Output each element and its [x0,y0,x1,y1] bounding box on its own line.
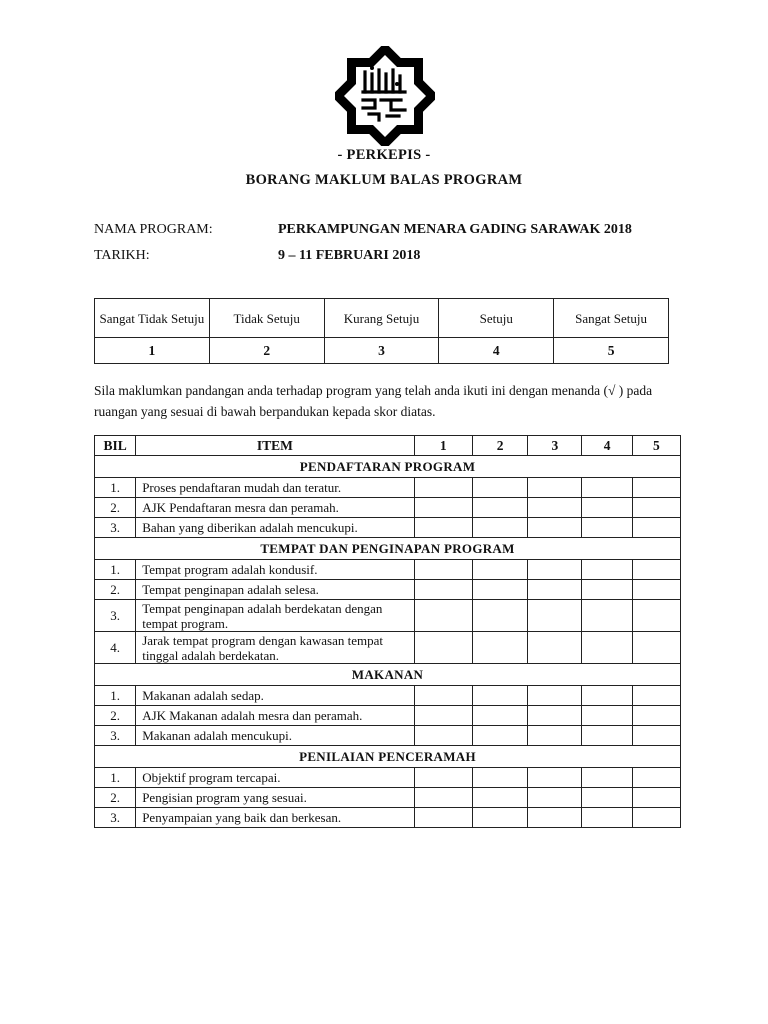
date-label: TARIKH: [94,248,150,263]
rating-cell-5[interactable] [632,560,680,580]
row-item: Pengisian program yang sesuai. [136,788,414,808]
rating-cell-4[interactable] [582,788,632,808]
section-header [95,456,681,478]
row-number: 1. [95,686,136,706]
row-item: Tempat penginapan adalah berdekatan dengan tempat program. [136,600,414,632]
rating-cell-5[interactable] [632,632,680,664]
table-row [95,808,681,828]
table-row [95,726,681,746]
organization-name: - PERKEPIS - [337,147,431,163]
scale-label: Kurang Setuju [324,299,439,338]
rating-cell-2[interactable] [472,580,527,600]
row-item: Tempat program adalah kondusif. [136,560,414,580]
scale-value: 4 [439,338,554,364]
rating-cell-3[interactable] [528,600,582,632]
section-title: PENDAFTARAN PROGRAM [95,456,681,478]
rating-cell-1[interactable] [414,726,472,746]
row-item: AJK Pendaftaran mesra dan peramah. [136,498,414,518]
header-score-4: 4 [582,436,632,456]
table-row [95,686,681,706]
row-number: 2. [95,706,136,726]
rating-cell-3[interactable] [528,478,582,498]
row-number: 4. [95,632,136,664]
rating-cell-3[interactable] [528,498,582,518]
rating-cell-2[interactable] [472,768,527,788]
rating-cell-4[interactable] [582,498,632,518]
rating-cell-2[interactable] [472,518,527,538]
rating-cell-3[interactable] [528,632,582,664]
program-name-label: NAMA PROGRAM: [94,222,213,237]
rating-cell-1[interactable] [414,706,472,726]
row-item: AJK Makanan adalah mesra dan peramah. [136,706,414,726]
rating-cell-3[interactable] [528,580,582,600]
row-item: Tempat penginapan adalah selesa. [136,580,414,600]
table-row [95,768,681,788]
scale-label-row [95,299,669,338]
row-number: 1. [95,478,136,498]
rating-cell-4[interactable] [582,518,632,538]
rating-scale-table [94,298,669,364]
date-value: 9 – 11 FEBRUARI 2018 [278,248,421,263]
rating-cell-2[interactable] [472,600,527,632]
rating-cell-5[interactable] [632,518,680,538]
header-score-3: 3 [528,436,582,456]
row-number: 3. [95,600,136,632]
rating-cell-1[interactable] [414,498,472,518]
program-name-value: PERKAMPUNGAN MENARA GADING SARAWAK 2018 [278,222,632,237]
row-number: 3. [95,518,136,538]
rating-cell-1[interactable] [414,560,472,580]
scale-label: Sangat Tidak Setuju [95,299,210,338]
rating-cell-5[interactable] [632,686,680,706]
row-item: Makanan adalah mencukupi. [136,726,414,746]
rating-cell-2[interactable] [472,808,527,828]
table-row [95,478,681,498]
rating-cell-2[interactable] [472,478,527,498]
scale-value: 5 [554,338,669,364]
rating-cell-5[interactable] [632,808,680,828]
row-number: 2. [95,498,136,518]
rating-cell-5[interactable] [632,498,680,518]
section-title: TEMPAT DAN PENGINAPAN PROGRAM [95,538,681,560]
row-number: 3. [95,726,136,746]
row-item: Penyampaian yang baik dan berkesan. [136,808,414,828]
section-header [95,538,681,560]
rating-cell-5[interactable] [632,788,680,808]
rating-cell-3[interactable] [528,788,582,808]
row-item: Proses pendaftaran mudah dan teratur. [136,478,414,498]
rating-cell-5[interactable] [632,580,680,600]
scale-value: 1 [95,338,210,364]
section-title: MAKANAN [95,664,681,686]
table-row [95,518,681,538]
scale-label: Sangat Setuju [554,299,669,338]
rating-cell-5[interactable] [632,706,680,726]
rating-cell-4[interactable] [582,726,632,746]
rating-cell-1[interactable] [414,580,472,600]
rating-cell-5[interactable] [632,726,680,746]
rating-cell-2[interactable] [472,686,527,706]
rating-cell-5[interactable] [632,478,680,498]
scale-value: 3 [324,338,439,364]
header-score-1: 1 [414,436,472,456]
rating-cell-3[interactable] [528,518,582,538]
section-header [95,664,681,686]
rating-cell-4[interactable] [582,808,632,828]
rating-cell-1[interactable] [414,686,472,706]
rating-cell-3[interactable] [528,808,582,828]
rating-cell-1[interactable] [414,632,472,664]
rating-cell-2[interactable] [472,726,527,746]
table-row [95,580,681,600]
rating-cell-4[interactable] [582,686,632,706]
form-title: BORANG MAKLUM BALAS PROGRAM [245,172,523,188]
rating-cell-4[interactable] [582,600,632,632]
table-row [95,706,681,726]
section-title: PENILAIAN PENCERAMAH [95,746,681,768]
rating-cell-2[interactable] [472,788,527,808]
table-row [95,498,681,518]
row-number: 1. [95,560,136,580]
rating-cell-5[interactable] [632,768,680,788]
rating-cell-1[interactable] [414,788,472,808]
rating-cell-3[interactable] [528,726,582,746]
rating-cell-1[interactable] [414,808,472,828]
section-header [95,746,681,768]
row-item: Jarak tempat program dengan kawasan tempat tinggal adalah berdekatan. [136,632,414,664]
header-item: ITEM [136,436,414,456]
rating-cell-2[interactable] [472,706,527,726]
table-header-row [95,436,681,456]
rating-cell-4[interactable] [582,478,632,498]
rating-cell-1[interactable] [414,518,472,538]
header-score-5: 5 [632,436,680,456]
feedback-table [94,435,681,828]
scale-label: Setuju [439,299,554,338]
scale-value-row [95,338,669,364]
row-item: Bahan yang diberikan adalah mencukupi. [136,518,414,538]
header-score-2: 2 [472,436,527,456]
rating-cell-1[interactable] [414,600,472,632]
table-row [95,788,681,808]
row-number: 2. [95,580,136,600]
rating-cell-2[interactable] [472,498,527,518]
scale-label: Tidak Setuju [209,299,324,338]
rating-cell-4[interactable] [582,768,632,788]
perkepis-star-emblem-icon [335,46,435,146]
row-number: 2. [95,788,136,808]
rating-cell-4[interactable] [582,580,632,600]
rating-cell-1[interactable] [414,768,472,788]
row-item: Makanan adalah sedap. [136,686,414,706]
rating-cell-2[interactable] [472,560,527,580]
rating-cell-3[interactable] [528,706,582,726]
rating-cell-2[interactable] [472,632,527,664]
row-number: 3. [95,808,136,828]
rating-cell-1[interactable] [414,478,472,498]
scale-value: 2 [209,338,324,364]
table-row [95,632,681,664]
rating-cell-3[interactable] [528,768,582,788]
rating-cell-3[interactable] [528,560,582,580]
table-row [95,560,681,580]
rating-cell-4[interactable] [582,632,632,664]
table-row [95,600,681,632]
rating-cell-4[interactable] [582,706,632,726]
header-bil: BIL [95,436,136,456]
row-number: 1. [95,768,136,788]
row-item: Objektif program tercapai. [136,768,414,788]
rating-cell-5[interactable] [632,600,680,632]
rating-cell-3[interactable] [528,686,582,706]
rating-cell-4[interactable] [582,560,632,580]
instruction-text: Sila maklumkan pandangan anda terhadap program yang telah anda ikuti ini dengan menanda (√ ) pada ruangan yang sesuai di bawah berpandukan kepada skor diatas. [94,383,653,419]
